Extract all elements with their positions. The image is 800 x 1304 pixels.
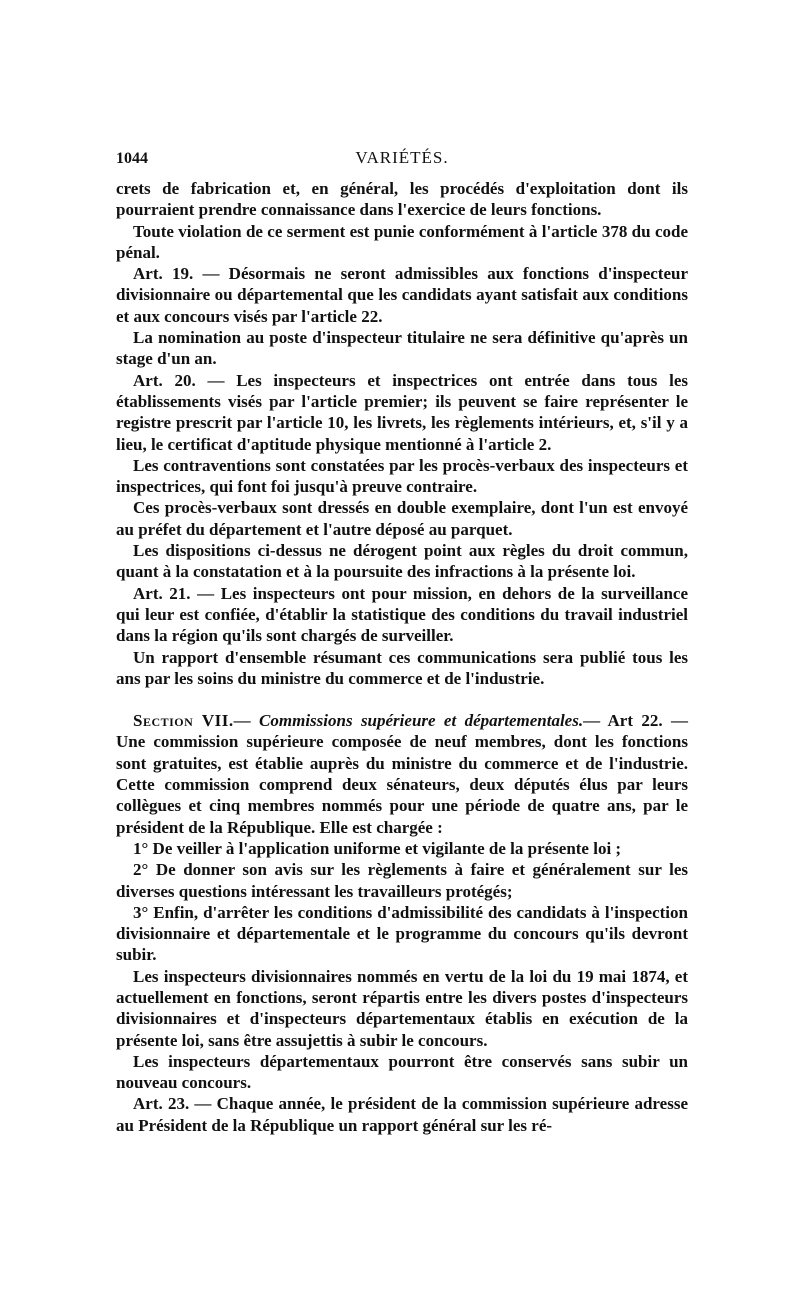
running-title: VARIÉTÉS.	[355, 148, 449, 167]
article-19: Art. 19. — Désormais ne seront admissibles aux fonctions d'inspecteur divisionnaire ou départemental que les candidats ayant satisfait aux conditions et aux concours visés par l'article 22.	[116, 264, 688, 326]
article-23: Art. 23. — Chaque année, le président de la commission supérieure adresse au Président de la République un rapport général sur les ré-	[116, 1094, 688, 1135]
paragraph: Les inspecteurs départementaux pourront être conservés sans subir un nouveau concours.	[116, 1051, 688, 1093]
article-22-text: — Art 22. — Une commission supérieure composée de neuf membres, dont les fonctions sont gratuites, est établie auprès du ministre du commerce et de l'industrie. Cette commission comprend deux sénateurs, deux députés élus par leurs collègues et cinq membres nommés pour une période de quatre ans, par le président de la République. Elle est chargée :	[116, 711, 689, 837]
list-item-1: 1° De veiller à l'application uniforme et vigilante de la présente loi ;	[133, 838, 622, 858]
paragraph: Toute violation de ce serment est punie conformément à l'article 378 du code pénal.	[116, 221, 688, 262]
article-21: Art. 21. — Les inspecteurs ont pour mission, en dehors de la surveillance qui leur est confiée, d'établir la statistique des conditions du travail industriel dans la région qu'ils sont chargés de surveiller.	[116, 583, 688, 646]
section-label: Section VII.	[133, 711, 234, 731]
section-vii-paragraph	[116, 710, 688, 838]
document-page	[116, 148, 688, 1136]
page-header	[116, 148, 688, 174]
list-item-2: 2° De donner son avis sur les règlements à faire et généralement sur les diverses questions intéressant les travailleurs protégés;	[116, 860, 688, 901]
section-dash: —	[233, 711, 260, 731]
paragraph: Un rapport d'ensemble résumant ces communications sera publié tous les ans par les soins du ministre du commerce et de l'industrie.	[116, 647, 688, 688]
paragraph: crets de fabrication et, en général, les procédés d'exploitation dont ils pourraient prendre connaissance dans l'exercice de leurs fonctions.	[116, 179, 688, 220]
paragraph: Les contraventions sont constatées par les procès-verbaux des inspecteurs et inspectrices, qui font foi jusqu'à preuve contraire.	[116, 455, 688, 497]
paragraph: Ces procès-verbaux sont dressés en double exemplaire, dont l'un est envoyé au préfet du département et l'autre déposé au parquet.	[116, 498, 688, 539]
paragraph: La nomination au poste d'inspecteur titulaire ne sera définitive qu'après un stage d'un an.	[116, 328, 688, 369]
list-item-3: 3° Enfin, d'arrêter les conditions d'admissibilité des candidats à l'inspection divisionnaire et départementale et le programme du concours qu'ils devront subir.	[116, 902, 688, 965]
article-20: Art. 20. — Les inspecteurs et inspectrices ont entrée dans tous les établissements visés par l'article premier; ils peuvent se faire représenter le registre prescrit par l'article 10, les livrets, les règlements intérieurs, et, s'il y a lieu, le certificat d'aptitude physique mentionné à l'article 2.	[116, 370, 688, 454]
document-body	[116, 178, 688, 1136]
section-title: Commissions supérieure et départementales.	[259, 711, 584, 731]
paragraph: Les inspecteurs divisionnaires nommés en vertu de la loi du 19 mai 1874, et actuellement en fonctions, seront répartis entre les divers postes d'inspecteurs divisionnaires et d'inspecteurs départementaux établis en exécution de la présente loi, sans être assujettis à subir le concours.	[116, 966, 688, 1050]
page-number: 1044	[116, 150, 148, 167]
paragraph: Les dispositions ci-dessus ne dérogent point aux règles du droit commun, quant à la constatation et à la poursuite des infractions à la présente loi.	[116, 541, 688, 582]
